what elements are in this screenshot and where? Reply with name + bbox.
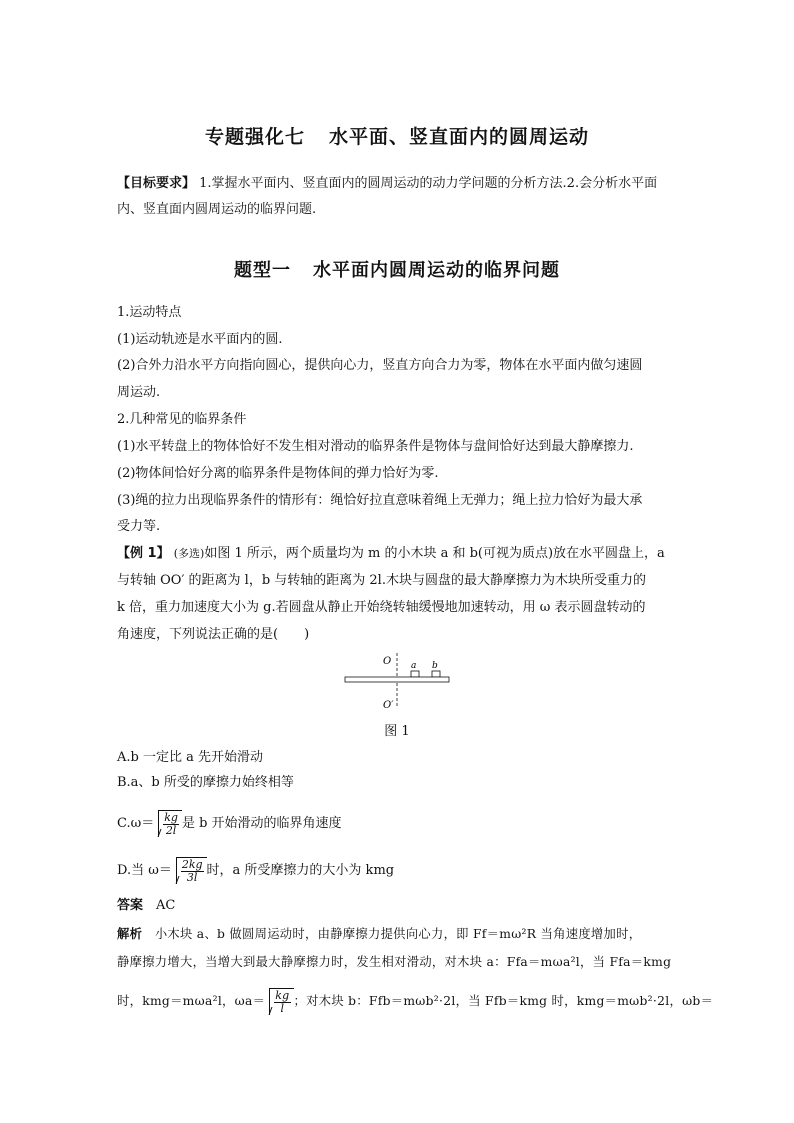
option-c-prefix: C.ω＝ xyxy=(117,816,155,831)
analysis-sqrt xyxy=(269,988,293,1015)
answer-line xyxy=(117,897,679,915)
analysis-line-1 xyxy=(117,925,679,943)
section-part-2: 水平面内圆周运动的临界问题 xyxy=(313,260,560,281)
option-d-numerator: 2kg xyxy=(181,858,203,871)
example-line-1 xyxy=(117,545,679,563)
analysis-line-2: 静摩擦力增大，当增大到最大静摩擦力时，发生相对滑动，对木块 a：Ffa＝mωa²l，当 Ffa＝kmg xyxy=(117,955,672,969)
block-label-a: a xyxy=(411,661,417,671)
analysis-denominator: l xyxy=(280,1002,285,1015)
figure-caption: 图 1 xyxy=(384,724,410,739)
option-c-suffix: 是 b 开始滑动的临界角速度 xyxy=(181,816,342,831)
option-c-sqrt xyxy=(158,810,182,837)
option-c-numerator: kg xyxy=(164,811,178,824)
option-c-denominator: 2l xyxy=(165,824,177,837)
analysis-text-1: 小木块 a、b 做圆周运动时，由静摩擦力提供向心力，即 Ff＝mω²R 当角速度增加时， xyxy=(154,927,642,941)
axis-label-o-bottom: O′ xyxy=(383,700,394,711)
example-line-4: 角速度，下列说法正确的是( ) xyxy=(117,627,310,642)
turntable-disc xyxy=(345,677,449,682)
section-part-1: 题型一 xyxy=(234,260,291,281)
option-d-prefix: D.当 ω＝ xyxy=(117,863,172,878)
title-part-1: 专题强化七 xyxy=(204,126,305,148)
example-label: 【例 1】 xyxy=(117,546,170,561)
body-line: (1)运动轨迹是水平面内的圆. xyxy=(117,332,283,347)
analysis-3-suffix: ；对木块 b：Ffb＝mωb²·2l，当 Ffb＝kmg 时，kmg＝mωb²·2l，ωb＝ xyxy=(293,994,714,1008)
example-tag: (多选) xyxy=(173,547,205,560)
axis-label-o-top: O xyxy=(383,656,392,667)
goal-line-1 xyxy=(117,175,679,193)
answer-value: AC xyxy=(156,898,176,913)
body-line: (2)合外力沿水平方向指向圆心，提供向心力，竖直方向合力为零，物体在水平面内做匀速圆 xyxy=(117,358,643,373)
answer-label: 答案 xyxy=(117,898,144,913)
block-label-b: b xyxy=(432,661,438,671)
example-line-3: k 倍，重力加速度大小为 g.若圆盘从静止开始绕转轴缓慢地加速转动，用 ω 表示圆盘转动的 xyxy=(117,600,646,615)
analysis-line-3 xyxy=(117,988,714,1015)
body-line: 周运动. xyxy=(117,385,161,400)
goal-text-1: 1.掌握水平面内、竖直面内的圆周运动的动力学问题的分析方法.2.会分析水平面 xyxy=(195,176,658,191)
block-a xyxy=(411,671,419,677)
body-line: (3)绳的拉力出现临界条件的情形有：绳恰好拉直意味着绳上无弹力；绳上拉力恰好为最大承 xyxy=(117,493,643,508)
body-line: 2.几种常见的临界条件 xyxy=(117,412,247,427)
body-line: (2)物体间恰好分离的临界条件是物体间的弹力恰好为零. xyxy=(117,466,439,481)
example-text-1: 如图 1 所示，两个质量均为 m 的小木块 a 和 b(可视为质点)放在水平圆盘上，a xyxy=(204,546,665,561)
option-a[interactable]: A.b 一定比 a 先开始滑动 xyxy=(117,750,263,765)
goal-label: 【目标要求】 xyxy=(117,176,196,191)
option-d-sqrt xyxy=(176,857,207,884)
option-d-denominator: 3l xyxy=(186,871,198,884)
page-title xyxy=(0,122,794,149)
body-line: (1)水平转盘上的物体恰好不发生相对滑动的临界条件是物体与盘间恰好达到最大静摩擦力. xyxy=(117,439,634,454)
figure-1-diagram xyxy=(340,650,455,712)
option-b[interactable]: B.a、b 所受的摩擦力始终相等 xyxy=(117,775,294,790)
analysis-numerator: kg xyxy=(275,989,290,1002)
body-line: 受力等. xyxy=(117,519,161,534)
goal-line-2: 内、竖直面内圆周运动的临界问题. xyxy=(117,202,317,217)
analysis-3-prefix: 时，kmg＝mωa²l，ωa＝ xyxy=(117,994,266,1008)
option-d-suffix: 时，a 所受摩擦力的大小为 kmg xyxy=(206,863,395,878)
section-heading xyxy=(0,256,794,282)
option-c[interactable] xyxy=(117,810,679,837)
analysis-label: 解析 xyxy=(117,927,143,941)
block-b xyxy=(432,671,440,677)
title-part-2: 水平面、竖直面内的圆周运动 xyxy=(329,126,590,148)
option-d[interactable] xyxy=(117,857,679,884)
body-line: 1.运动特点 xyxy=(117,305,182,320)
example-line-2: 与转轴 OO′ 的距离为 l，b 与转轴的距离为 2l.木块与圆盘的最大静摩擦力为木块所受重力的 xyxy=(117,573,646,588)
